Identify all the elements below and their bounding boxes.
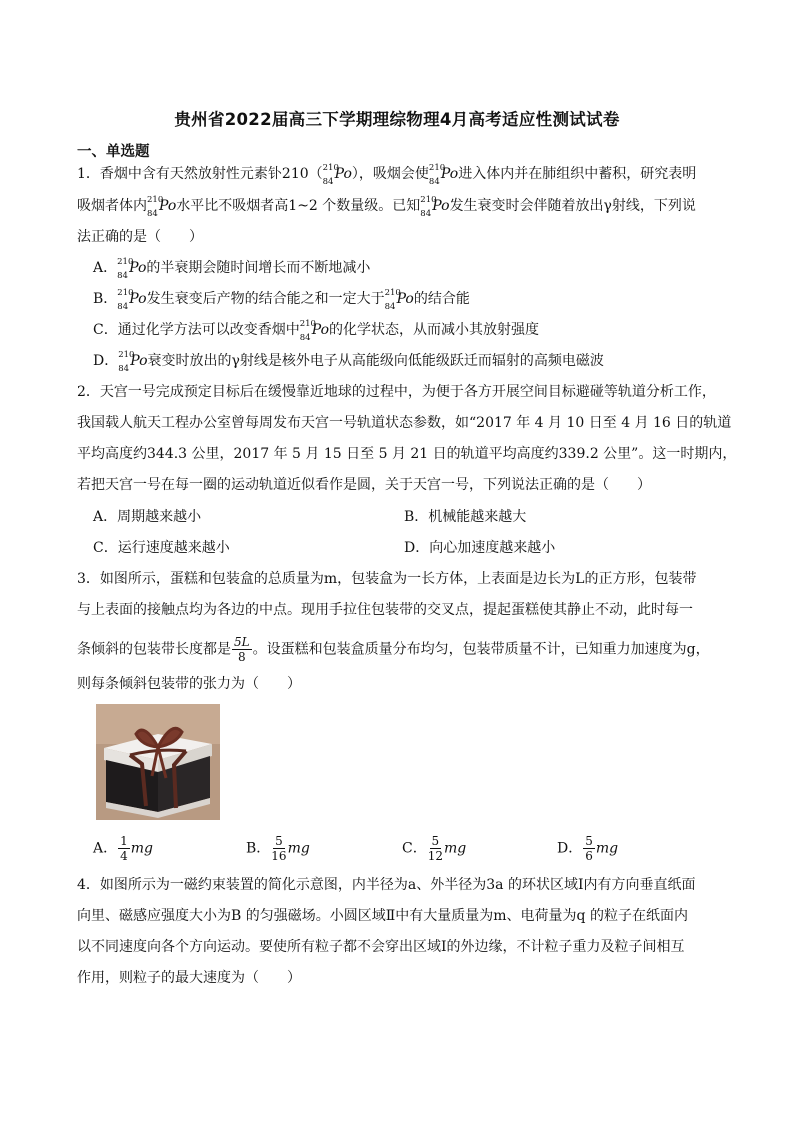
page-title: 贵州省2022届高三下学期理综物理4月高考适应性测试试卷 <box>174 110 620 129</box>
po210-nuclide: 210 84 Po <box>384 288 414 312</box>
po210-nuclide: 210 84 Po <box>322 163 352 187</box>
q3-option-a[interactable]: A． $\frac{1}{4}$ mg <box>93 834 154 863</box>
cake-box-photo <box>96 704 220 820</box>
po210-nuclide: 210 84 Po <box>420 195 450 219</box>
q2-line-1: 2．天宫一号完成预定目标后在缓慢靠近地球的过程中，为便于各方开展空间目标避碰等轨道分析工作， <box>77 384 716 400</box>
q1-option-d[interactable]: D． 210 84 Po衰变时放出的γ射线是核外电子从高能级向低能级跃迁而辐射的高频电磁波 <box>93 350 604 374</box>
q2-line-3: 平均高度约344.3 公里，2017 年 5 月 15 日至 5 月 21 日的轨道平均高度约339.2 公里”。这一时期内， <box>77 446 737 462</box>
po210-nuclide: 210 84 Po <box>118 350 148 374</box>
q3-option-d[interactable]: D． $\frac{5}{6}$ mg <box>557 834 619 863</box>
po210-nuclide: 210 84 Po <box>117 257 147 281</box>
q3-line-1: 3．如图所示，蛋糕和包装盒的总质量为m，包装盒为一长方体，上表面是边长为L的正方形，包装带 <box>77 571 697 587</box>
q2-option-c[interactable]: C．运行速度越来越小 <box>93 540 230 556</box>
q2-option-b[interactable]: B．机械能越来越大 <box>404 509 527 525</box>
q4-line-4: 作用，则粒子的最大速度为（ ） <box>77 970 301 986</box>
q1-line-3: 法正确的是（ ） <box>77 229 203 245</box>
q1-text: 1．香烟中含有天然放射性元素钋210（ <box>77 166 323 182</box>
q1-option-a[interactable]: A． 210 84 Po的半衰期会随时间增长而不断地减小 <box>93 257 371 281</box>
q3-line-3: 条倾斜的包装带长度都是 $\frac{5L}{8}$ 。设蛋糕和包装盒质量分布均匀，包装带质量不计，已知重力加速度为g， <box>77 635 710 664</box>
q3-option-c[interactable]: C． $\frac{5}{12}$ mg <box>402 834 467 863</box>
po210-nuclide: 210 84 Po <box>147 195 177 219</box>
po210-nuclide: 210 84 Po <box>117 288 147 312</box>
q1-line-1 <box>77 163 697 187</box>
q2-option-d[interactable]: D．向心加速度越来越小 <box>404 540 556 556</box>
q1-text: 吸烟者体内 <box>77 198 147 214</box>
q2-line-4: 若把天宫一号在每一圈的运动轨道近似看作是圆，关于天宫一号，下列说法正确的是（ ） <box>77 477 651 493</box>
q1-text: ），吸烟会使 <box>351 166 429 182</box>
length-fraction: $\frac{5L}{8}$ <box>234 635 250 664</box>
q3-option-b[interactable]: B． $\frac{5}{16}$ mg <box>246 834 310 863</box>
q1-line-2 <box>77 195 696 219</box>
q3-line-4: 则每条倾斜包装带的张力为（ ） <box>77 676 301 692</box>
q1-text: 进入体内并在肺组织中蓄积，研究表明 <box>458 166 697 182</box>
q1-option-b[interactable]: B． 210 84 Po发生衰变后产物的结合能之和一定大于 210 84 Po的结合能 <box>93 288 470 312</box>
q2-line-2: 我国载人航天工程办公室曾每周发布天宫一号轨道状态参数，如“2017 年 4 月 10 日至 4 月 16 日的轨道 <box>77 415 732 431</box>
q1-option-c[interactable]: C．通过化学方法可以改变香烟中 210 84 Po的化学状态，从而减小其放射强度 <box>93 319 539 343</box>
q1-text: 发生衰变时会伴随着放出γ射线，下列说 <box>449 198 696 214</box>
section-heading: 一、单选题 <box>77 144 150 160</box>
q4-line-3: 以不同速度向各个方向运动。要使所有粒子都不会穿出区域Ⅰ的外边缘，不计粒子重力及粒子间相互 <box>77 939 685 955</box>
q1-text: 水平比不吸烟者高1~2 个数量级。已知 <box>176 198 421 214</box>
q4-line-1: 4．如图所示为一磁约束装置的简化示意图，内半径为a、外半径为3a 的环状区域Ⅰ内有方向垂直纸面 <box>77 877 696 893</box>
po210-nuclide: 210 84 Po <box>299 319 329 343</box>
q4-line-2: 向里、磁感应强度大小为B 的匀强磁场。小圆区域Ⅱ中有大量质量为m、电荷量为q 的粒子在纸面内 <box>77 908 688 924</box>
q2-option-a[interactable]: A．周期越来越小 <box>93 509 202 525</box>
q3-line-2: 与上表面的接触点均为各边的中点。现用手拉住包装带的交叉点，提起蛋糕使其静止不动，此时每一 <box>77 602 693 618</box>
po210-nuclide: 210 84 Po <box>428 163 459 187</box>
